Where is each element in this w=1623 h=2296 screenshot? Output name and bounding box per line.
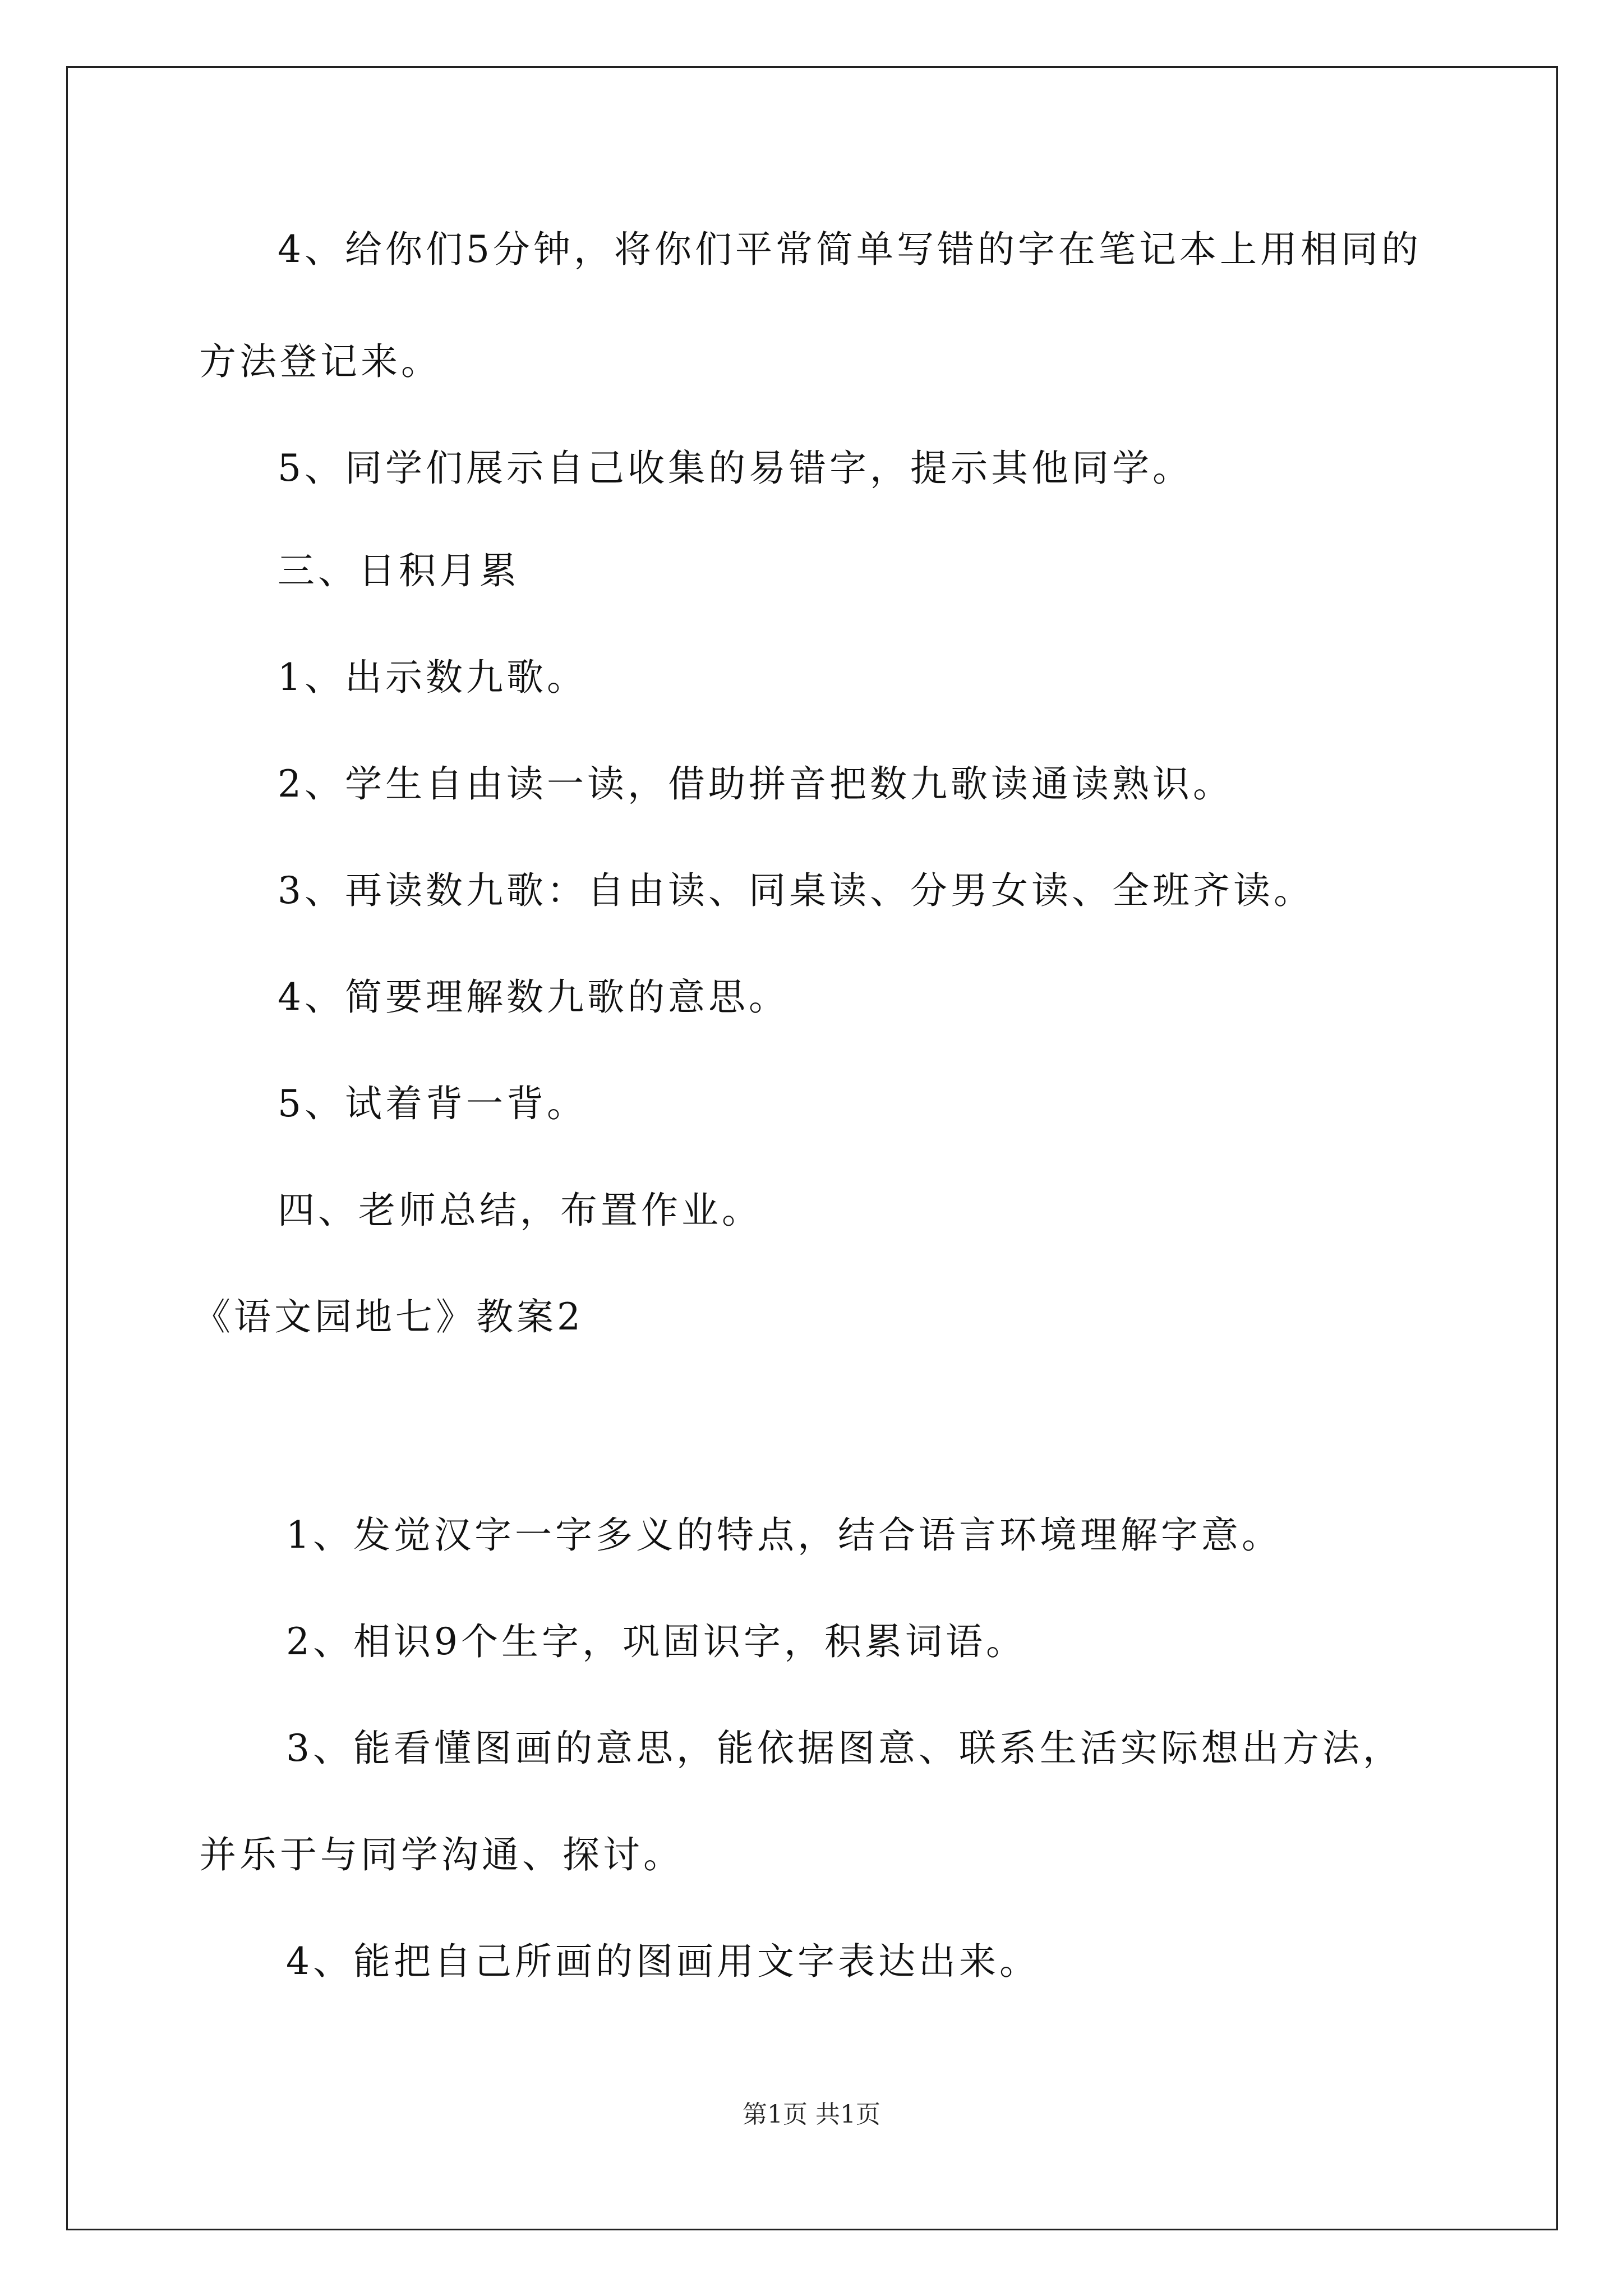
- heading-3: 三、日积月累: [278, 549, 520, 592]
- page-footer: 第1页 共1页: [743, 2100, 880, 2129]
- item-2: 2、学生自由读一读，借助拼音把数九歌读通读熟识。: [278, 762, 1233, 806]
- page-border: [66, 66, 1558, 2230]
- objective-4: 4、能把自己所画的图画用文字表达出来。: [286, 1940, 1040, 1983]
- step-4-line-2: 方法登记来。: [199, 340, 441, 383]
- item-1: 1、出示数九歌。: [278, 656, 587, 699]
- objective-3-line-2: 并乐于与同学沟通、探讨。: [199, 1833, 684, 1876]
- section-title: 《语文园地七》教案2: [193, 1295, 584, 1338]
- item-3: 3、再读数九歌：自由读、同桌读、分男女读、全班齐读。: [278, 869, 1314, 912]
- item-4: 4、简要理解数九歌的意思。: [278, 976, 789, 1019]
- objective-1: 1、发觉汉字一字多义的特点，结合语言环境理解字意。: [286, 1513, 1282, 1557]
- step-4-line-1: 4、给你们5分钟，将你们平常简单写错的字在笔记本上用相同的: [278, 228, 1422, 271]
- objective-2: 2、相识9个生字，巩固识字，积累词语。: [286, 1620, 1026, 1663]
- item-5: 5、试着背一背。: [278, 1082, 587, 1125]
- heading-4: 四、老师总结，布置作业。: [278, 1189, 762, 1232]
- objective-3-line-1: 3、能看懂图画的意思，能依据图意、联系生活实际想出方法，: [286, 1727, 1403, 1770]
- step-5: 5、同学们展示自己收集的易错字，提示其他同学。: [278, 447, 1193, 490]
